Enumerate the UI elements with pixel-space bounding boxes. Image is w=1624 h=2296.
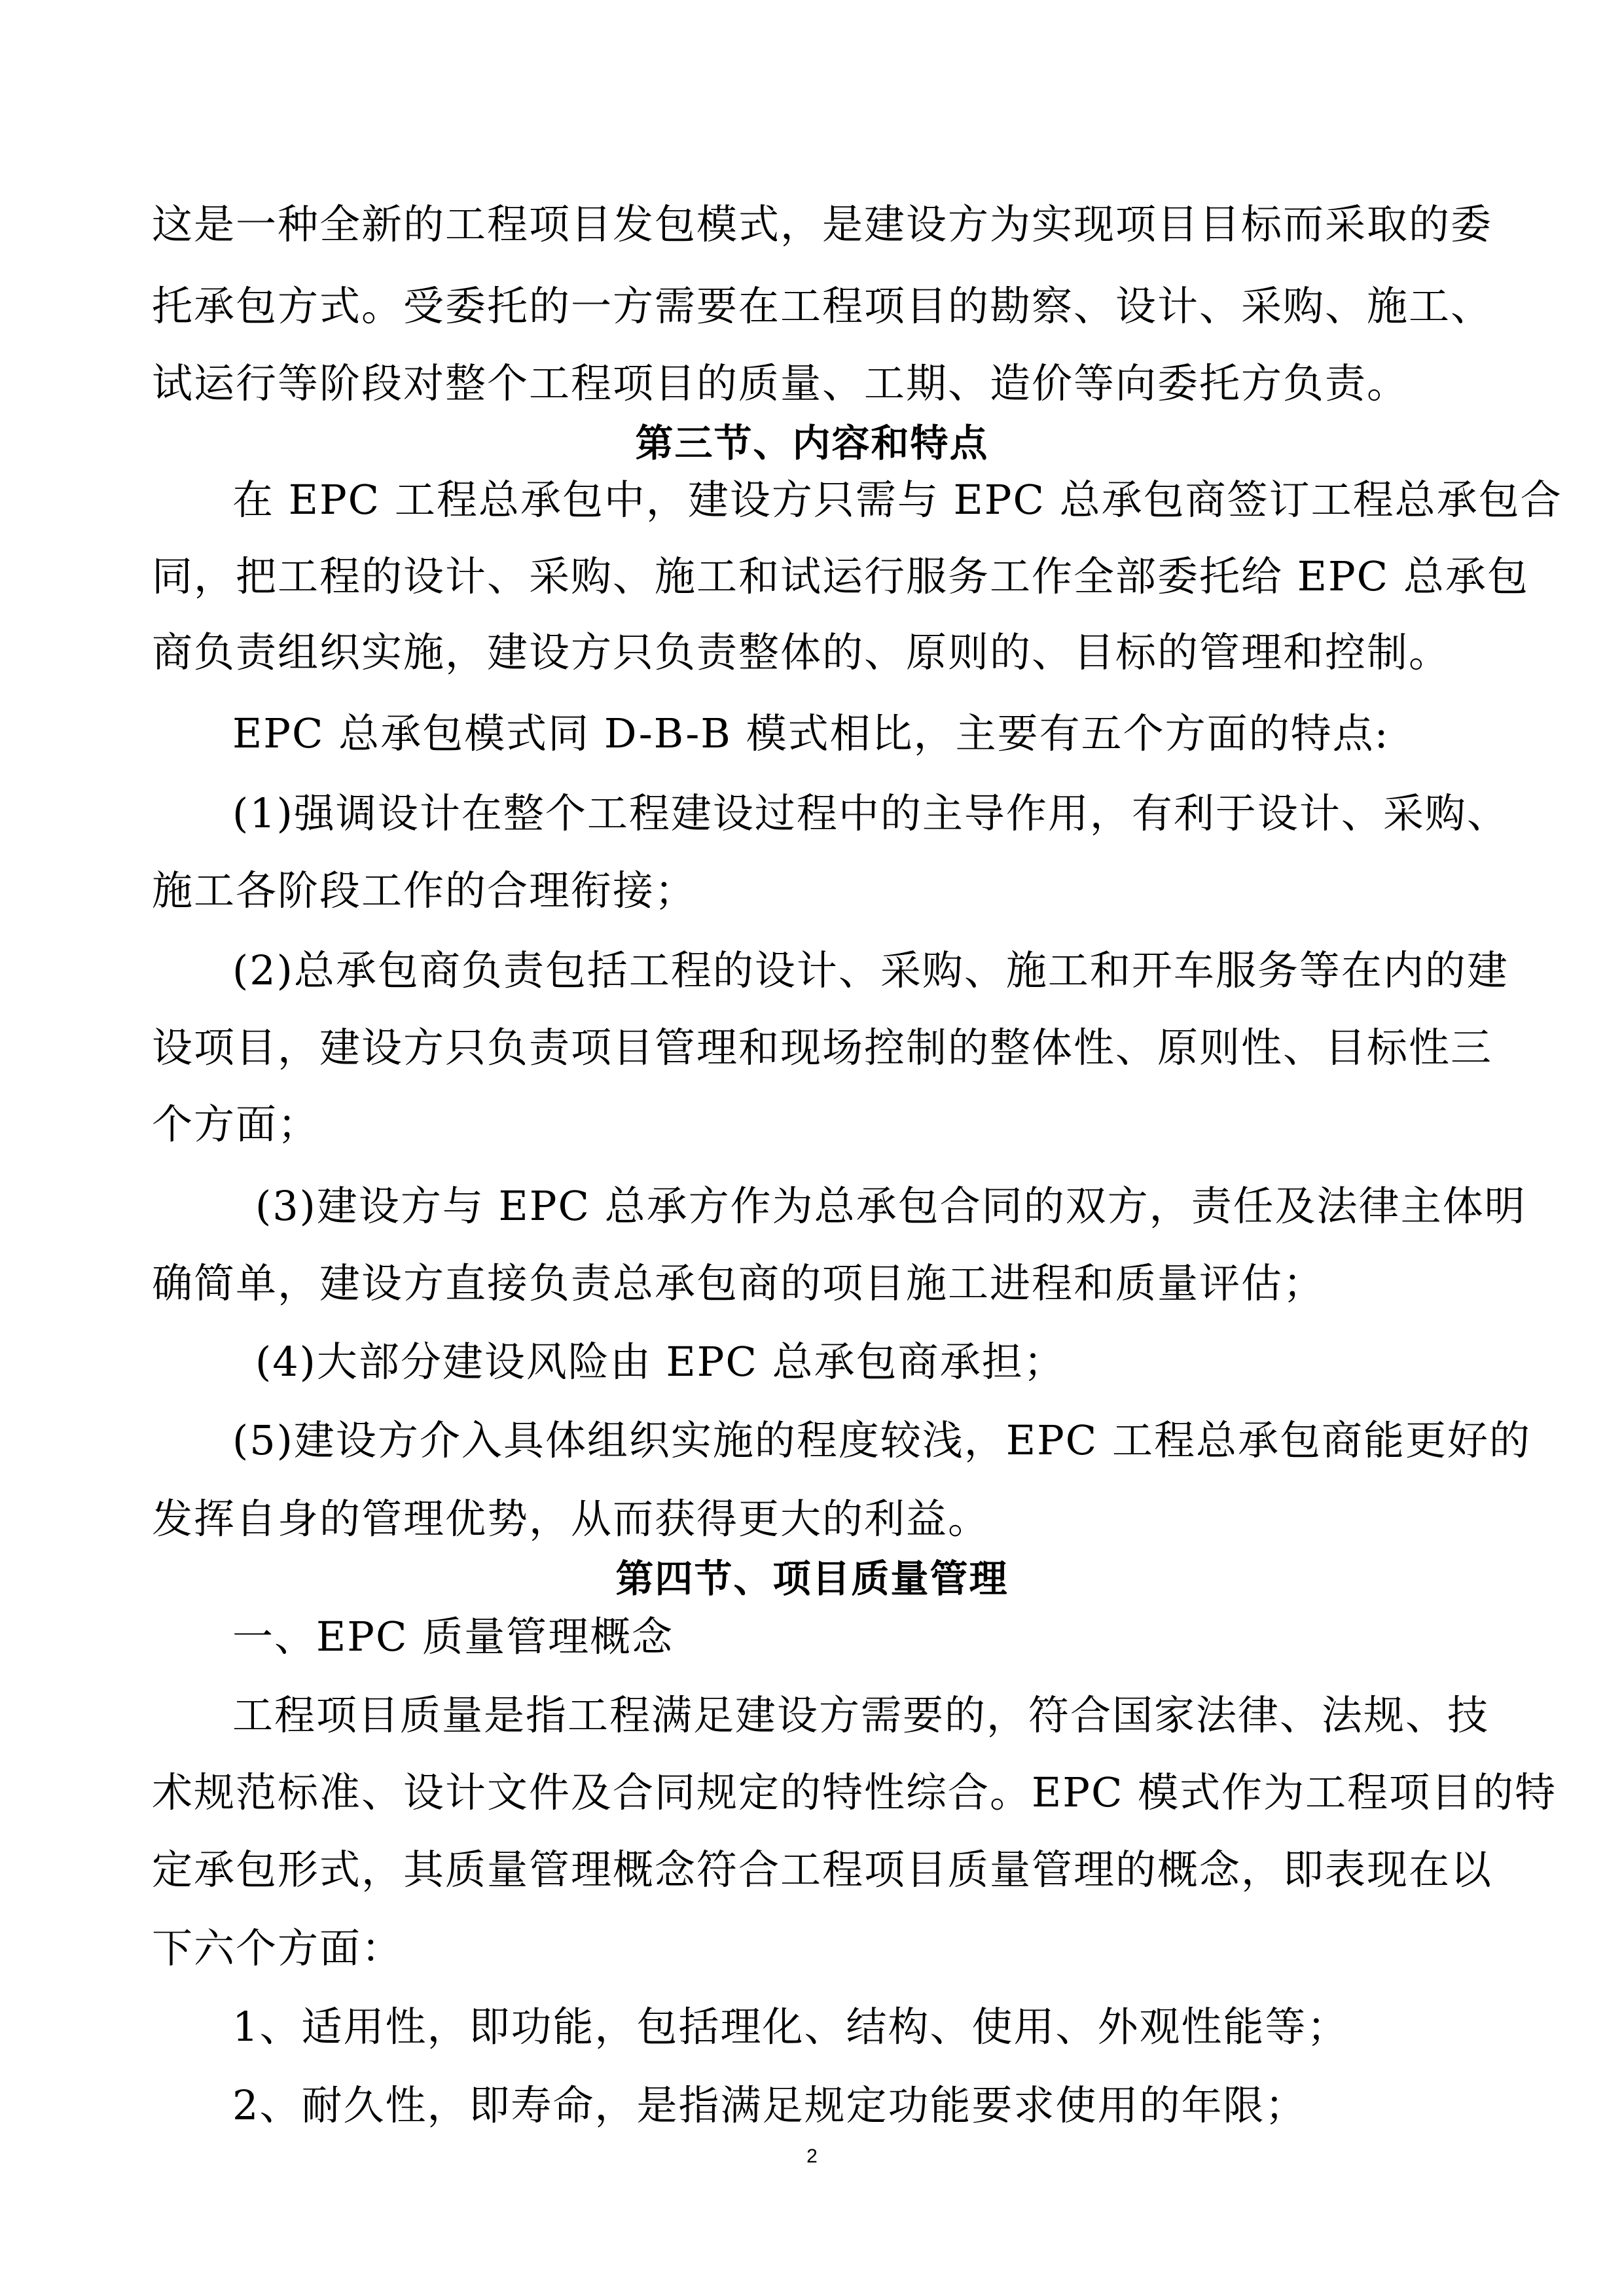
paragraph-line: 术规范标准、设计文件及合同规定的特性综合。EPC 模式作为工程项目的特	[152, 1768, 1557, 1816]
list-item-line: 施工各阶段工作的合理衔接；	[152, 867, 697, 914]
section-heading-3: 第三节、内容和特点	[635, 421, 989, 465]
list-item-line: 1、适用性，即功能，包括理化、结构、使用、外观性能等；	[232, 2003, 1349, 2051]
section-heading-4: 第四节、项目质量管理	[615, 1556, 1009, 1601]
paragraph-line: 托承包方式。受委托的一方需要在工程项目的勘察、设计、采购、施工、	[152, 282, 1493, 330]
page-number: 2	[806, 2145, 818, 2167]
list-item-line: (2)总承包商负责包括工程的设计、采购、施工和开车服务等在内的建	[232, 946, 1509, 994]
paragraph-line: 在 EPC 工程总承包中，建设方只需与 EPC 总承包商签订工程总承包合	[232, 476, 1562, 524]
paragraph-line: EPC 总承包模式同 D-B-B 模式相比，主要有五个方面的特点:	[232, 709, 1390, 757]
paragraph-line: 定承包形式，其质量管理概念符合工程项目质量管理的概念，即表现在以	[152, 1846, 1493, 1893]
paragraph-line: 试运行等阶段对整个工程项目的质量、工期、造价等向委托方负责。	[152, 359, 1409, 407]
list-item-line: (3)建设方与 EPC 总承方作为总承包合同的双方，责任及法律主体明	[255, 1182, 1526, 1230]
list-item-line: 确简单，建设方直接负责总承包商的项目施工进程和质量评估；	[152, 1259, 1326, 1307]
list-item-line: 发挥自身的管理优势，从而获得更大的利益。	[152, 1495, 990, 1543]
paragraph-line: 下六个方面：	[152, 1924, 404, 1972]
list-item-line: (5)建设方介入具体组织实施的程度较浅，EPC 工程总承包商能更好的	[232, 1416, 1531, 1464]
list-item-line: 设项目，建设方只负责项目管理和现场控制的整体性、原则性、目标性三	[152, 1024, 1493, 1071]
paragraph-line: 这是一种全新的工程项目发包模式，是建设方为实现项目目标而采取的委	[152, 200, 1493, 248]
paragraph-line: 工程项目质量是指工程满足建设方需要的，符合国家法律、法规、技	[232, 1691, 1490, 1739]
paragraph-line: 同，把工程的设计、采购、施工和试运行服务工作全部委托给 EPC 总承包	[152, 552, 1529, 600]
list-item-line: (4)大部分建设风险由 EPC 总承包商承担；	[255, 1338, 1066, 1386]
subsection-title: 一、EPC 质量管理概念	[232, 1613, 674, 1660]
list-item-line: (1)强调设计在整个工程建设过程中的主导作用，有利于设计、采购、	[232, 789, 1509, 837]
list-item-line: 个方面；	[152, 1100, 320, 1148]
list-item-line: 2、耐久性，即寿命，是指满足规定功能要求使用的年限；	[232, 2081, 1307, 2129]
paragraph-line: 商负责组织实施，建设方只负责整体的、原则的、目标的管理和控制。	[152, 628, 1451, 676]
